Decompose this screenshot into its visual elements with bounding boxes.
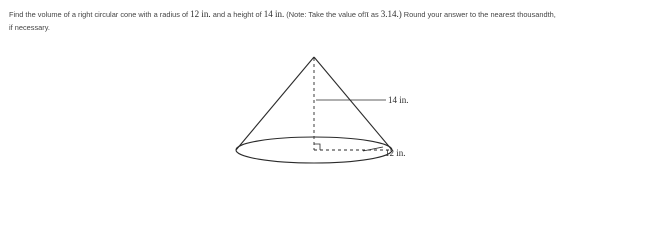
radius-value: 12 in. — [190, 9, 211, 19]
question-text-part: as — [370, 10, 379, 19]
height-value: 14 in. — [263, 9, 285, 19]
pi-value: 3.14.) — [380, 9, 402, 19]
question-text-part: and a height of — [212, 10, 262, 19]
cone-right-slant — [314, 57, 392, 150]
radius-label: 12 in. — [385, 148, 406, 158]
question-text-part: Round your answer to the nearest thousandth, — [403, 10, 556, 19]
pi-symbol: π — [364, 9, 369, 19]
height-label: 14 in. — [388, 95, 409, 105]
question-text-part: if necessary. — [9, 23, 50, 32]
question-text-part: (Note: Take the value of — [286, 10, 365, 19]
cone-left-slant — [236, 57, 314, 150]
question-text-part: Find the volume of a right circular cone with a radius of — [9, 10, 189, 19]
